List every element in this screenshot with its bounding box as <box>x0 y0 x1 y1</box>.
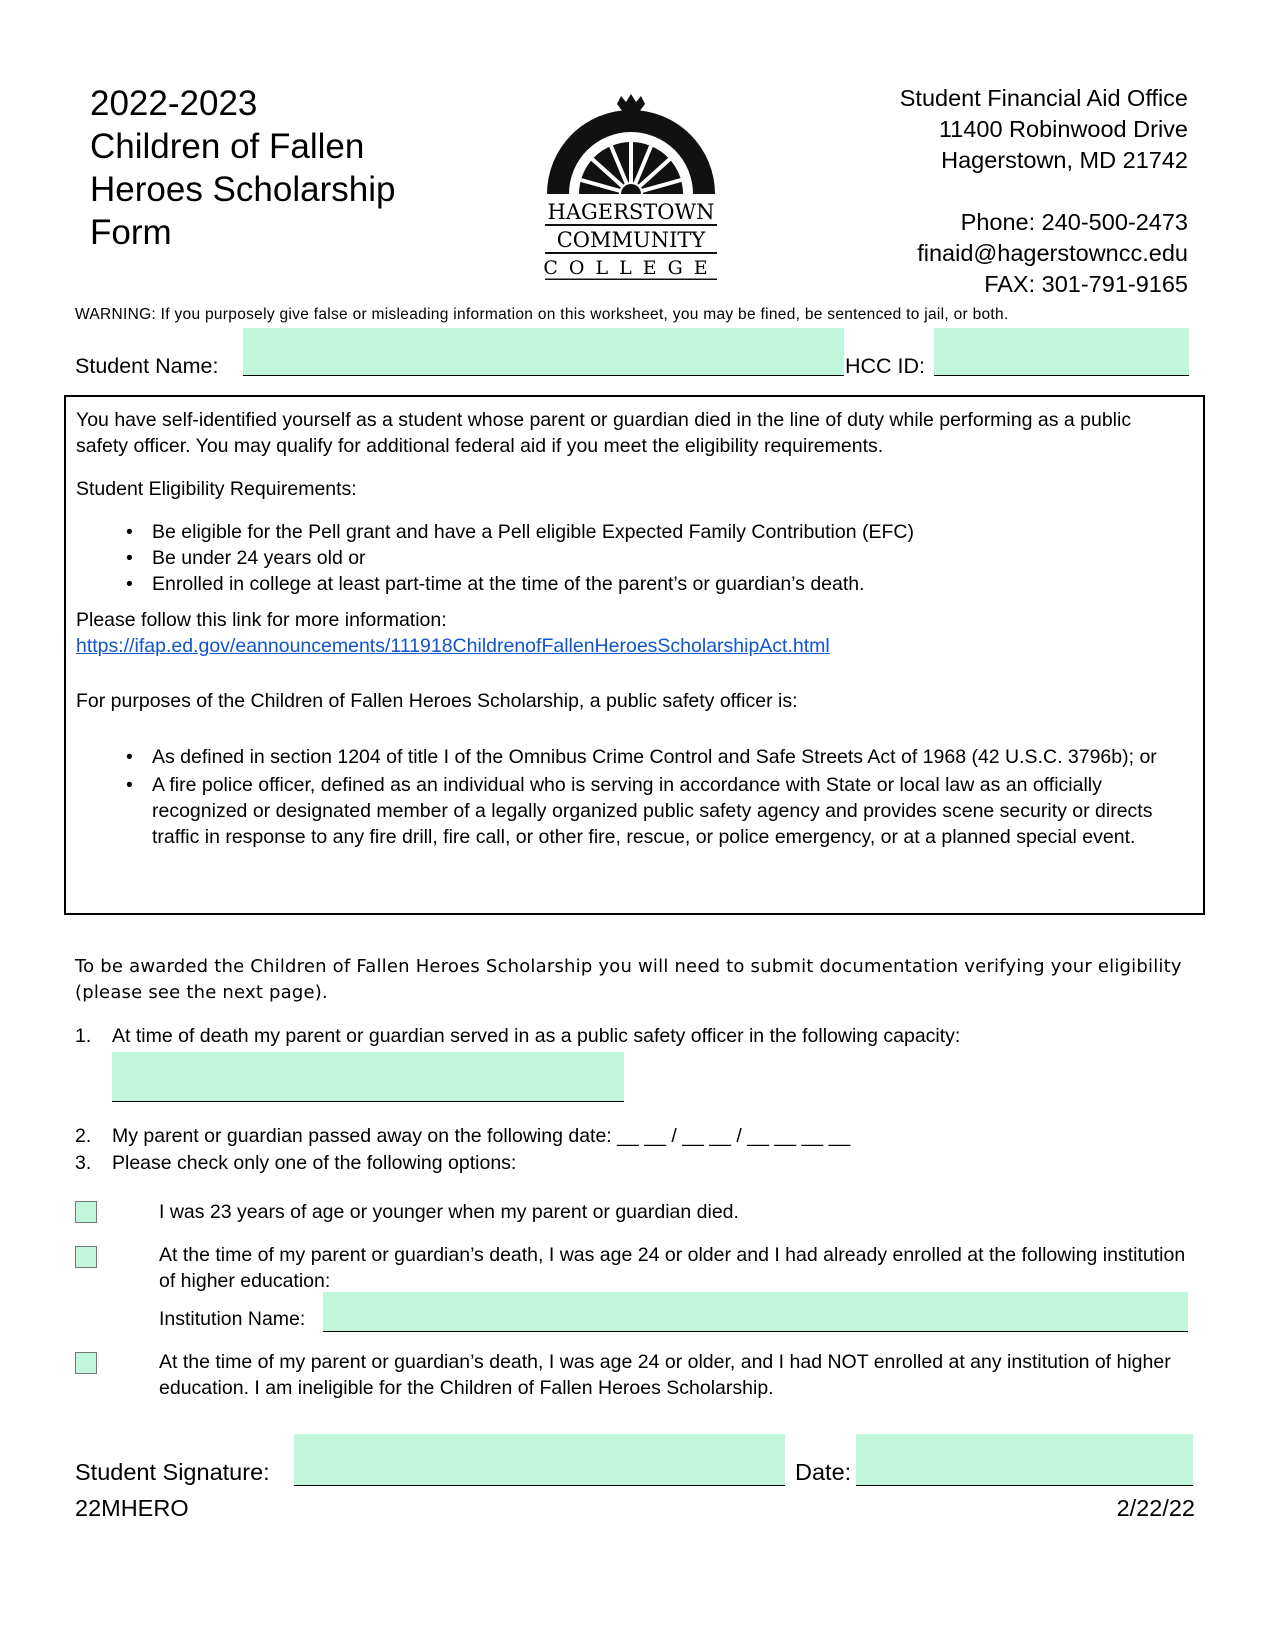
intro-paragraph: You have self-identified yourself as a student whose parent or guardian died in the line of duty while performing as a public safety officer. You may qualify for additional federal aid if you meet the eligibility requirements. <box>76 409 1132 457</box>
logo-text-community: COMMUNITY <box>556 228 706 252</box>
student-name-underline <box>243 375 844 376</box>
form-title <box>90 82 395 254</box>
link-intro: Please follow this link for more information: <box>76 609 447 631</box>
hcc-logo <box>541 90 721 280</box>
option-1-checkbox[interactable] <box>75 1201 97 1223</box>
list-item: • A fire police officer, defined as an individual who is serving in accordance with State or local law as an officially recognized or designated member of a legally organized public safety agency and provides scene security or directs traffic in response to any fire drill, fire call, or other fire, rescue, or police emergency, or at a planned special event. <box>76 772 1166 850</box>
office-phone: Phone: 240-500-2473 <box>960 209 1188 235</box>
requirements-heading: Student Eligibility Requirements: <box>76 478 357 500</box>
title-line-3: Form <box>90 213 172 252</box>
list-item: • Be under 24 years old or <box>76 545 1186 571</box>
hcc-id-label: HCC ID: <box>845 354 926 378</box>
q2-text: My parent or guardian passed away on the following date: __ __ / __ __ / __ __ __ __ <box>112 1125 851 1147</box>
option-3-checkbox[interactable] <box>75 1352 97 1374</box>
hcc-id-input[interactable] <box>934 328 1189 376</box>
logo-text-hagerstown: HAGERSTOWN <box>547 200 715 224</box>
option-3-text: At the time of my parent or guardian’s death, I was age 24 or older, and I had NOT enrolled at any institution of higher education. I am ineligible for the Children of Fallen Heroes Scholarship. <box>159 1351 1171 1399</box>
title-line-year: 2022-2023 <box>90 84 258 123</box>
officer-capacity-input[interactable] <box>112 1052 624 1102</box>
student-name-label: Student Name: <box>75 354 219 378</box>
logo-text-college: COLLEGE <box>543 257 719 279</box>
q3-text: Please check only one of the following options: <box>112 1152 517 1174</box>
officer-definitions-list <box>76 744 1186 850</box>
office-fax: FAX: 301-791-9165 <box>984 271 1188 297</box>
requirements-list <box>76 519 1186 597</box>
office-email: finaid@hagerstowncc.edu <box>917 240 1188 266</box>
student-name-input[interactable] <box>243 328 844 376</box>
list-item: • Enrolled in college at least part-time at the time of the parent’s or guardian’s death. <box>76 571 1186 597</box>
title-line-2: Heroes Scholarship <box>90 170 396 209</box>
signature-date-underline <box>856 1485 1193 1486</box>
option-1-text: I was 23 years of age or younger when my parent or guardian died. <box>159 1201 739 1223</box>
list-item: • Be eligible for the Pell grant and have a Pell eligible Expected Family Contribution (EFC) <box>76 519 1186 545</box>
q1-text: At time of death my parent or guardian served in as a public safety officer in the following capacity: <box>112 1025 961 1047</box>
office-contact-block <box>900 83 1188 300</box>
warning-text: WARNING: If you purposely give false or misleading information on this worksheet, you may be fined, be sentenced to jail, or both. <box>75 306 1009 323</box>
signature-underline <box>294 1485 785 1486</box>
office-city: Hagerstown, MD 21742 <box>941 147 1188 173</box>
award-instructions: To be awarded the Children of Fallen Heroes Scholarship you will need to submit documentation verifying your eligibility (please see the next page). <box>75 956 1182 1003</box>
signature-label: Student Signature: <box>75 1459 270 1485</box>
student-signature-input[interactable] <box>294 1434 785 1486</box>
hagerstown-community-college-logo-icon <box>541 90 721 280</box>
signature-date-input[interactable] <box>856 1434 1193 1486</box>
q1-number: 1. <box>75 1025 92 1047</box>
list-item: • As defined in section 1204 of title I of the Omnibus Crime Control and Safe Streets Act of 1968 (42 U.S.C. 3796b); or <box>76 744 1166 770</box>
more-info-link[interactable]: https://ifap.ed.gov/eannouncements/111918ChildrenofFallenHeroesScholarshipAct.html <box>76 635 830 657</box>
q2-number: 2. <box>75 1125 92 1147</box>
option-2-checkbox[interactable] <box>75 1246 97 1268</box>
institution-name-input[interactable] <box>323 1292 1188 1332</box>
option-2-text: At the time of my parent or guardian’s death, I was age 24 or older and I had already enrolled at the following institution of higher education: <box>159 1244 1186 1292</box>
institution-name-underline <box>323 1331 1188 1332</box>
revision-date: 2/22/22 <box>1116 1495 1195 1521</box>
officer-heading: For purposes of the Children of Fallen Heroes Scholarship, a public safety officer is: <box>76 690 798 712</box>
officer-capacity-underline <box>112 1101 624 1102</box>
institution-name-label: Institution Name: <box>159 1308 306 1330</box>
office-name: Student Financial Aid Office <box>899 85 1188 111</box>
q3-number: 3. <box>75 1152 92 1174</box>
eligibility-info-box <box>64 395 1205 915</box>
hcc-id-underline <box>934 375 1189 376</box>
signature-date-label: Date: <box>795 1459 852 1485</box>
form-code: 22MHERO <box>75 1495 189 1521</box>
office-street: 11400 Robinwood Drive <box>938 116 1188 142</box>
title-line-1: Children of Fallen <box>90 127 365 166</box>
